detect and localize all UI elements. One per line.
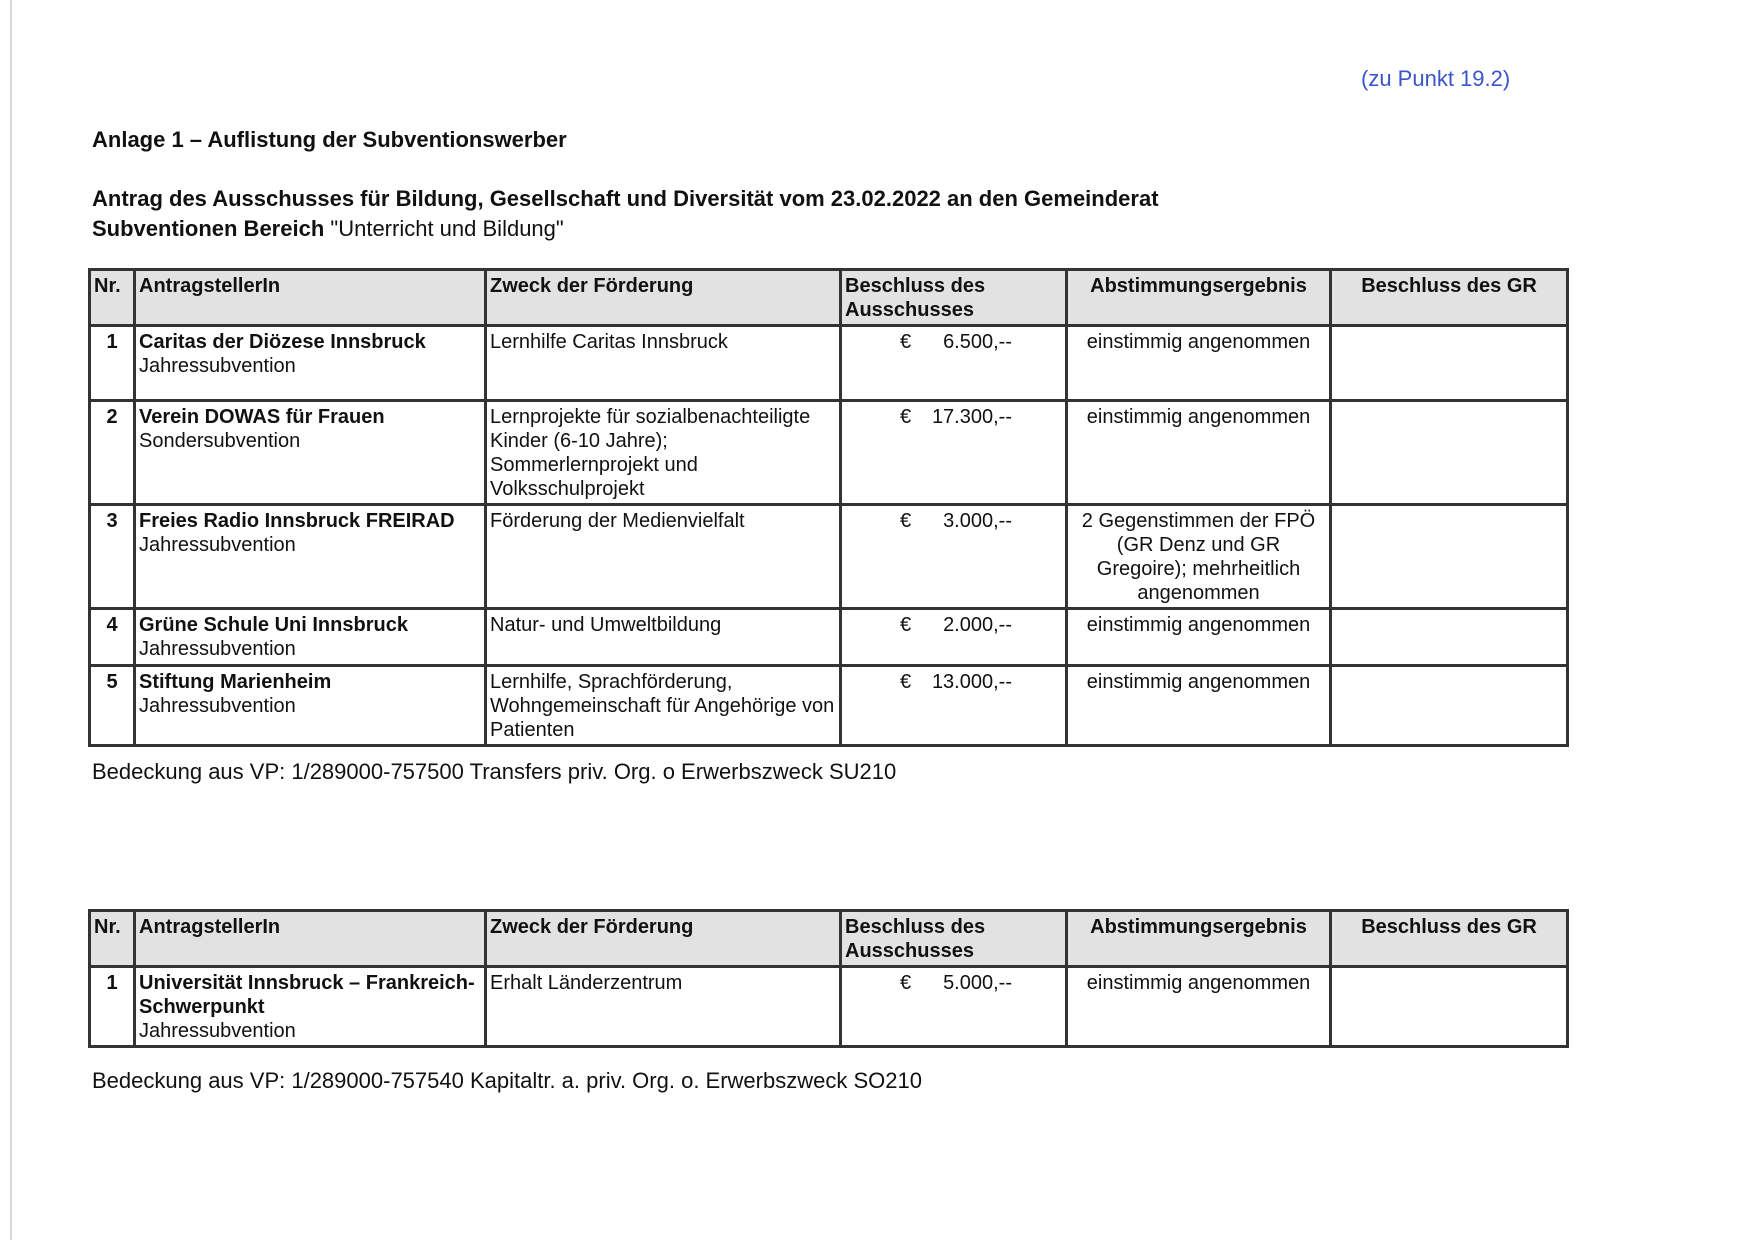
vote-result: einstimmig angenommen	[1067, 401, 1331, 505]
table-row	[90, 326, 1568, 401]
vote-result: 2 Gegenstimmen der FPÖ (GR Denz und GR Gregoire); mehrheitlich angenommen	[1067, 505, 1331, 609]
table-row	[90, 609, 1568, 666]
row-nr: 5	[90, 666, 135, 746]
amount: 13.000,--	[931, 671, 1012, 693]
amount-cell	[841, 967, 1067, 1047]
amount-cell	[841, 666, 1067, 746]
row-nr: 4	[90, 609, 135, 666]
applicant-name: Grüne Schule Uni Innsbruck	[139, 614, 408, 636]
coverage-note-2: Bedeckung aus VP: 1/289000-757540 Kapitaltr. a. priv. Org. o. Erwerbszweck SO210	[92, 1068, 922, 1093]
council-decision	[1331, 326, 1568, 401]
row-nr: 1	[90, 326, 135, 401]
purpose-cell: Natur- und Umweltbildung	[486, 609, 841, 666]
applicant-cell	[135, 401, 486, 505]
agenda-reference: (zu Punkt 19.2)	[1361, 66, 1511, 91]
subsidy-table-2	[88, 909, 1569, 1048]
row-nr: 3	[90, 505, 135, 609]
header-council: Beschluss des GR	[1331, 270, 1568, 326]
purpose-cell: Förderung der Medienvielfalt	[486, 505, 841, 609]
header-council: Beschluss des GR	[1331, 911, 1568, 967]
applicant-cell	[135, 967, 486, 1047]
currency: €	[900, 614, 912, 636]
area-name: "Unterricht und Bildung"	[330, 216, 564, 241]
applicant-cell	[135, 609, 486, 666]
applicant-name: Caritas der Diözese Innsbruck	[139, 331, 426, 353]
amount-cell	[841, 326, 1067, 401]
applicant-cell	[135, 666, 486, 746]
applicant-cell	[135, 505, 486, 609]
vote-result: einstimmig angenommen	[1067, 609, 1331, 666]
council-decision	[1331, 609, 1568, 666]
header-vote: Abstimmungsergebnis	[1067, 270, 1331, 326]
purpose-cell: Lernhilfe Caritas Innsbruck	[486, 326, 841, 401]
applicant-cell	[135, 326, 486, 401]
coverage-note-1: Bedeckung aus VP: 1/289000-757500 Transfers priv. Org. o Erwerbszweck SU210	[92, 759, 897, 784]
currency: €	[900, 510, 912, 532]
header-nr: Nr.	[90, 911, 135, 967]
applicant-name: Freies Radio Innsbruck FREIRAD	[139, 510, 455, 532]
council-decision	[1331, 666, 1568, 746]
table-row	[90, 967, 1568, 1047]
area-label: Subventionen Bereich	[92, 216, 325, 241]
applicant-name: Universität Innsbruck – Frankreich-Schwerpunkt	[139, 972, 475, 1018]
header-purpose: Zweck der Förderung	[486, 911, 841, 967]
amount-cell	[841, 505, 1067, 609]
header-vote: Abstimmungsergebnis	[1067, 911, 1331, 967]
subsidy-type: Jahressubvention	[139, 355, 296, 377]
annex-title: Anlage 1 – Auflistung der Subventionswerber	[92, 127, 567, 152]
amount: 5.000,--	[943, 972, 1012, 994]
vote-result: einstimmig angenommen	[1067, 666, 1331, 746]
header-nr: Nr.	[90, 270, 135, 326]
amount-cell	[841, 609, 1067, 666]
table-row	[90, 401, 1568, 505]
applicant-name: Verein DOWAS für Frauen	[139, 406, 385, 428]
currency: €	[900, 972, 912, 994]
subsidy-type: Sondersubvention	[139, 430, 301, 452]
page-edge	[10, 0, 12, 1240]
header-decision: Beschluss des Ausschusses	[841, 911, 1067, 967]
applicant-name: Stiftung Marienheim	[139, 671, 332, 693]
purpose-cell: Lernprojekte für sozialbenachteiligte Kinder (6-10 Jahre); Sommerlernprojekt und Volksschulprojekt	[486, 401, 841, 505]
table-row	[90, 666, 1568, 746]
header-decision: Beschluss des Ausschusses	[841, 270, 1067, 326]
currency: €	[900, 671, 912, 693]
row-nr: 1	[90, 967, 135, 1047]
currency: €	[900, 406, 912, 428]
council-decision	[1331, 505, 1568, 609]
amount: 6.500,--	[943, 331, 1012, 353]
subsidy-type: Jahressubvention	[139, 534, 296, 556]
row-nr: 2	[90, 401, 135, 505]
motion-heading	[92, 184, 1159, 244]
vote-result: einstimmig angenommen	[1067, 326, 1331, 401]
header-purpose: Zweck der Förderung	[486, 270, 841, 326]
council-decision	[1331, 967, 1568, 1047]
vote-result: einstimmig angenommen	[1067, 967, 1331, 1047]
purpose-cell: Erhalt Länderzentrum	[486, 967, 841, 1047]
purpose-cell: Lernhilfe, Sprachförderung, Wohngemeinschaft für Angehörige von Patienten	[486, 666, 841, 746]
subsidy-table-1	[88, 268, 1569, 747]
amount: 3.000,--	[943, 510, 1012, 532]
header-applicant: AntragstellerIn	[135, 911, 486, 967]
amount-cell	[841, 401, 1067, 505]
table-header-row	[90, 911, 1568, 967]
table-row	[90, 505, 1568, 609]
amount: 17.300,--	[931, 406, 1012, 428]
subsidy-type: Jahressubvention	[139, 638, 296, 660]
motion-line: Antrag des Ausschusses für Bildung, Gesellschaft und Diversität vom 23.02.2022 an den Gemeinderat	[92, 186, 1159, 211]
currency: €	[900, 331, 912, 353]
subsidy-type: Jahressubvention	[139, 695, 296, 717]
table-header-row	[90, 270, 1568, 326]
amount: 2.000,--	[943, 614, 1012, 636]
header-applicant: AntragstellerIn	[135, 270, 486, 326]
subsidy-type: Jahressubvention	[139, 1020, 296, 1042]
council-decision	[1331, 401, 1568, 505]
